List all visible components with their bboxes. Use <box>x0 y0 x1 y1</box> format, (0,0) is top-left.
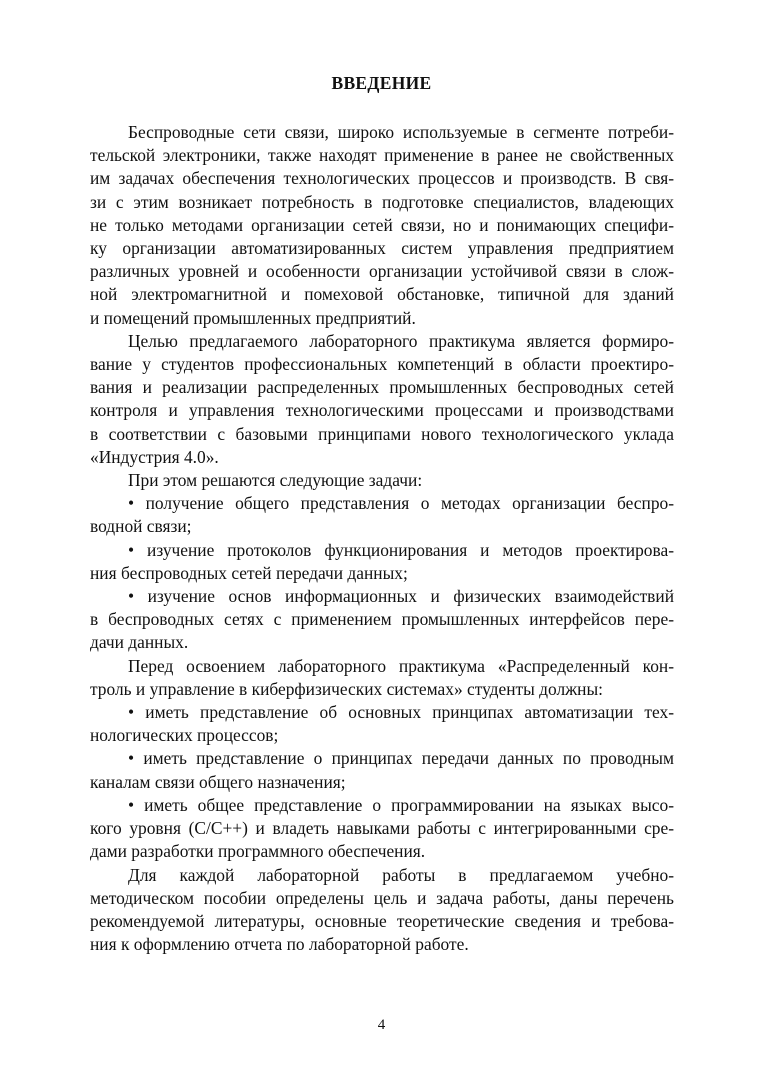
text-line: вание у студентов профессиональных компетенций в области проектиро- <box>90 354 674 375</box>
text-line: Перед освоением лабораторного практикума «Распределенный кон- <box>128 655 674 676</box>
text-line: • иметь представление о принципах передачи данных по проводным <box>128 748 674 769</box>
text-line: • изучение основ информационных и физических взаимодействий <box>128 586 674 607</box>
text-line: в беспроводных сетях с применением промышленных интерфейсов пере- <box>90 609 674 630</box>
text-line: ния к оформлению отчета по лабораторной работе. <box>90 934 469 955</box>
text-line: в соответствии с базовыми принципами нового технологического уклада <box>90 423 674 444</box>
text-line: троль и управление в киберфизических системах» студенты должны: <box>90 678 604 699</box>
text-line: • иметь общее представление о программировании на языках высо- <box>128 794 674 815</box>
bullet-item <box>90 585 674 655</box>
text-line: и помещений промышленных предприятий. <box>90 307 416 328</box>
bullet-item <box>90 701 674 747</box>
text-line: дами разработки программного обеспечения. <box>90 841 426 862</box>
bullet-item <box>90 539 674 585</box>
text-line: методическом пособии определены цель и задача работы, даны перечень <box>90 887 674 908</box>
text-line: кого уровня (C/C++) и владеть навыками работы с интегрированными сре- <box>90 818 674 839</box>
text-line: нологических процессов; <box>90 725 279 746</box>
text-line: • иметь представление об основных принципах автоматизации тех- <box>128 702 674 723</box>
text-line: контроля и управления технологическими процессами и производствами <box>90 400 674 421</box>
text-line: вания и реализации распределенных промышленных беспроводных сетей <box>90 377 674 398</box>
text-line: Целью предлагаемого лабораторного практикума является формиро- <box>128 330 674 351</box>
text-line: ния беспроводных сетей передачи данных; <box>90 562 408 583</box>
bullet-item <box>90 747 674 793</box>
text-line: ку организации автоматизированных систем управления предприятием <box>90 238 674 259</box>
text-line: ной электромагнитной и помеховой обстановке, типичной для зданий <box>90 284 674 305</box>
page-title: ВВЕДЕНИЕ <box>331 73 432 93</box>
paragraph <box>90 655 674 701</box>
text-line: водной связи; <box>90 516 192 537</box>
text-line: Беспроводные сети связи, широко используемые в сегменте потреби- <box>128 122 674 142</box>
text-line: тельской электроники, также находят применение в ранее не свойственных <box>90 145 674 166</box>
text-line: дачи данных. <box>90 632 189 653</box>
text-line: не только методами организации сетей связи, но и понимающих специфи- <box>90 214 674 235</box>
page-number: 4 <box>377 1017 386 1033</box>
text-line: • получение общего представления о методах организации беспро- <box>128 493 674 514</box>
text-line: Для каждой лабораторной работы в предлагаемом учебно- <box>128 864 674 885</box>
paragraph <box>90 469 674 492</box>
paragraph <box>90 864 674 957</box>
text-line: различных уровней и особенности организации устойчивой связи в слож- <box>90 261 674 282</box>
bullet-item <box>90 794 674 864</box>
text-line: «Индустрия 4.0». <box>90 446 219 467</box>
bullet-item <box>90 492 674 538</box>
text-line: им задачах обеспечения технологических процессов и производств. В свя- <box>90 168 674 189</box>
text-line: При этом решаются следующие задачи: <box>128 470 423 491</box>
text-line: зи с этим возникает потребность в подготовке специалистов, владеющих <box>90 191 674 212</box>
text-line: • изучение протоколов функционирования и методов проектирова- <box>128 539 674 560</box>
text-line: каналам связи общего назначения; <box>90 771 346 792</box>
paragraph <box>90 121 674 330</box>
paragraph <box>90 330 674 469</box>
text-line: рекомендуемой литературы, основные теоретические сведения и требова- <box>90 910 674 931</box>
body-text <box>90 118 674 956</box>
